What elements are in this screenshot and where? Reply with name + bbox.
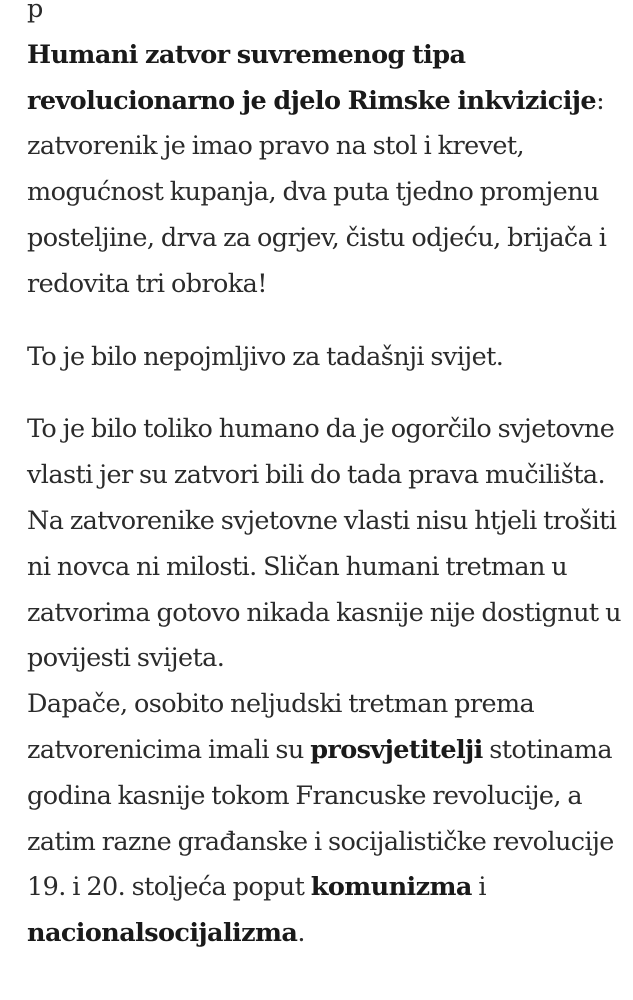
paragraph-1-text: zatvorenik je imao pravo na stol i krevet, mogućnost kupanja, dva puta tjedno promjenu posteljine, drva za ogrjev, čistu odjeću, brijača i redovita tri obroka! [27, 131, 607, 299]
paragraph-1 [27, 33, 627, 308]
paragraph-2: To je bilo nepojmljivo za tadašnji svijet. [27, 341, 504, 372]
paragraph-4-text-3: i [471, 872, 486, 903]
paragraph-4-text-4: . [297, 918, 305, 949]
article-body [27, 0, 627, 957]
paragraph-4 [27, 682, 627, 957]
paragraph-gap [27, 308, 627, 335]
paragraph-4-text-2: stotinama godina kasnije tokom Francuske revolucije, a zatim razne građanske i socijalističke revolucije 19. i 20. stoljeća poput [27, 734, 614, 903]
paragraph-3: To je bilo toliko humano da je ogorčilo svjetovne vlasti jer su zatvori bili do tada prava mučilišta. Na zatvorenike svjetovne vlasti nisu htjeli trošiti ni novca ni milosti. Sličan humani tretman u zatvorima gotovo nikada kasnije nije dostignut u povijesti svijeta. [27, 414, 621, 674]
paragraph-1-bold: Humani zatvor suvremenog tipa revolucionarno je djelo Rimske inkvizicije [27, 39, 597, 116]
clipped-line-text: p [27, 0, 43, 24]
paragraph-4-text-1: Dapače, osobito neljudski tretman prema zatvorenicima imali su [27, 689, 535, 765]
bold-prosvjetitelji: prosvjetitelji [310, 734, 483, 765]
clipped-previous-line [27, 0, 627, 33]
bold-komunizma: komunizma [310, 872, 472, 903]
bold-nacionalsocijalizma: nacionalsocijalizma [27, 918, 298, 949]
paragraph-gap [27, 380, 627, 407]
paragraph-1-colon: : [596, 85, 605, 116]
